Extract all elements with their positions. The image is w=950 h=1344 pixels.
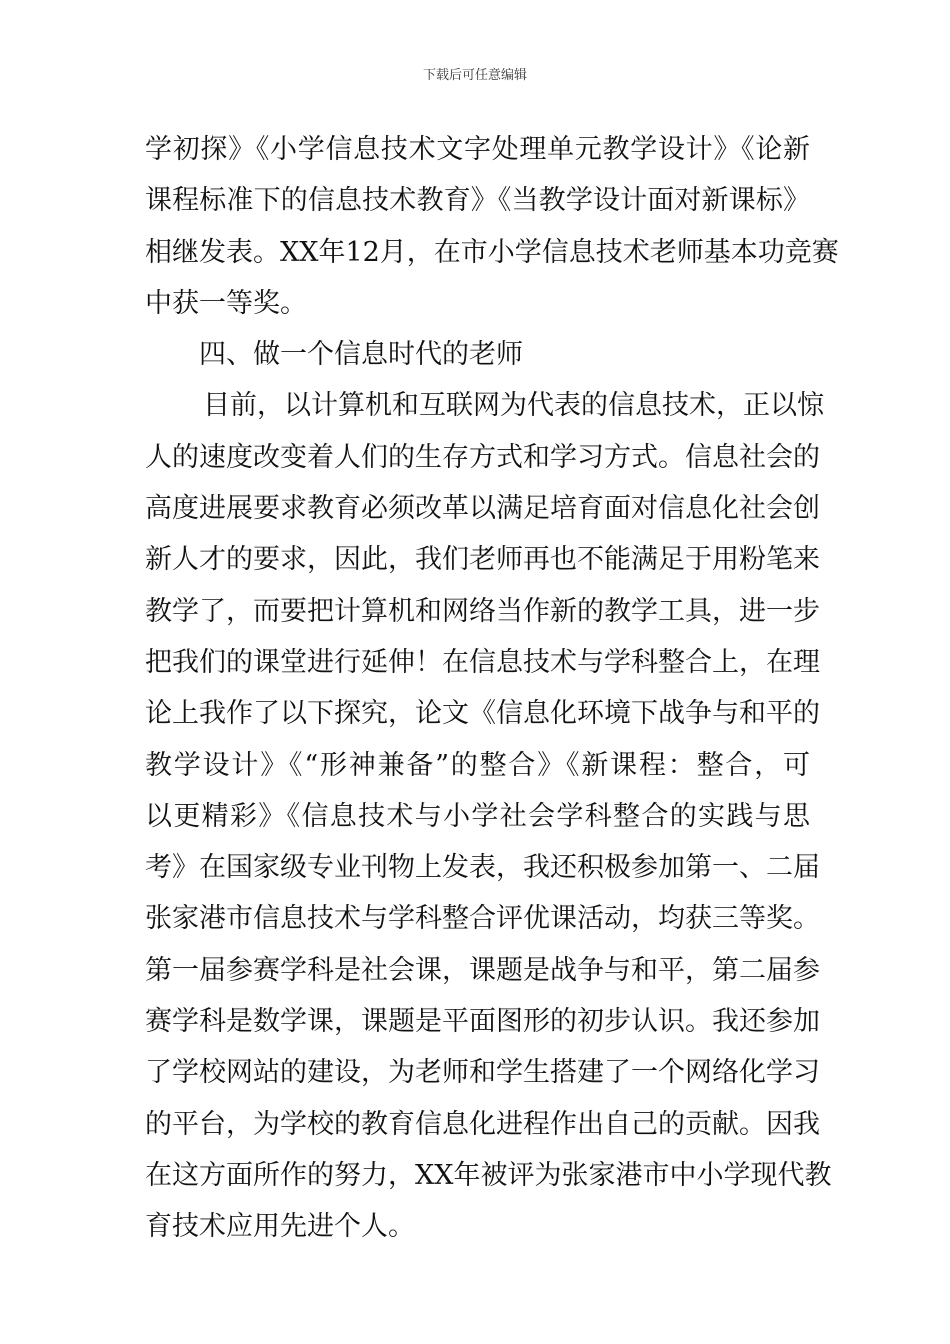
text-line: 相继发表。XX年12月，在市小学信息技术老师基本功竞赛 <box>145 236 839 268</box>
text-line: 课程标准下的信息技术教育》《当教学设计面对新课标》 <box>145 185 810 217</box>
text-line: 中获一等奖。 <box>145 287 307 319</box>
text-line: 以更精彩》《信息技术与小学社会学科整合的实践与思 <box>145 800 810 832</box>
text-line: 学初探》《小学信息技术文字处理单元教学设计》《论新 <box>145 134 810 165</box>
text-line: 把我们的课堂进行延伸！在信息技术与学科整合上，在理 <box>145 646 820 678</box>
page-header: 下载后可任意编辑 <box>422 68 527 83</box>
text-line: 新人才的要求，因此，我们老师再也不能满足于用粉笔来 <box>145 544 820 576</box>
text-line: 张家港市信息技术与学科整合评优课活动，均获三等奖。 <box>145 903 820 935</box>
text-line: 教学设计》《“形神兼备”的整合》《新课程：整合，可 <box>145 749 810 781</box>
text-line: 论上我作了以下探究，论文《信息化环境下战争与和平的 <box>145 698 820 730</box>
text-line: 目前，以计算机和互联网为代表的信息技术，正以惊 <box>203 390 824 422</box>
text-line: 了学校网站的建设，为老师和学生搭建了一个网络化学习 <box>145 1057 820 1089</box>
text-line: 赛学科是数学课，课题是平面图形的初步认识。我还参加 <box>145 1006 820 1038</box>
text-line: 的平台，为学校的教育信息化进程作出自己的贡献。因我 <box>145 1108 820 1140</box>
text-line: 在这方面所作的努力，XX年被评为张家港市中小学现代教 <box>145 1159 832 1191</box>
text-line: 育技术应用先进个人。 <box>145 1211 415 1243</box>
text-line: 人的速度改变着人们的生存方式和学习方式。信息社会的 <box>145 441 820 473</box>
section-heading: 四、做一个信息时代的老师 <box>199 339 523 371</box>
document-body <box>145 124 839 1253</box>
text-line: 教学了，而要把计算机和网络当作新的教学工具，进一步 <box>145 595 820 627</box>
text-line: 第一届参赛学科是社会课，课题是战争与和平，第二届参 <box>145 954 820 986</box>
text-line: 考》在国家级专业刊物上发表，我还积极参加第一、二届 <box>145 852 820 884</box>
text-line: 高度进展要求教育必须改革以满足培育面对信息化社会创 <box>145 493 820 525</box>
